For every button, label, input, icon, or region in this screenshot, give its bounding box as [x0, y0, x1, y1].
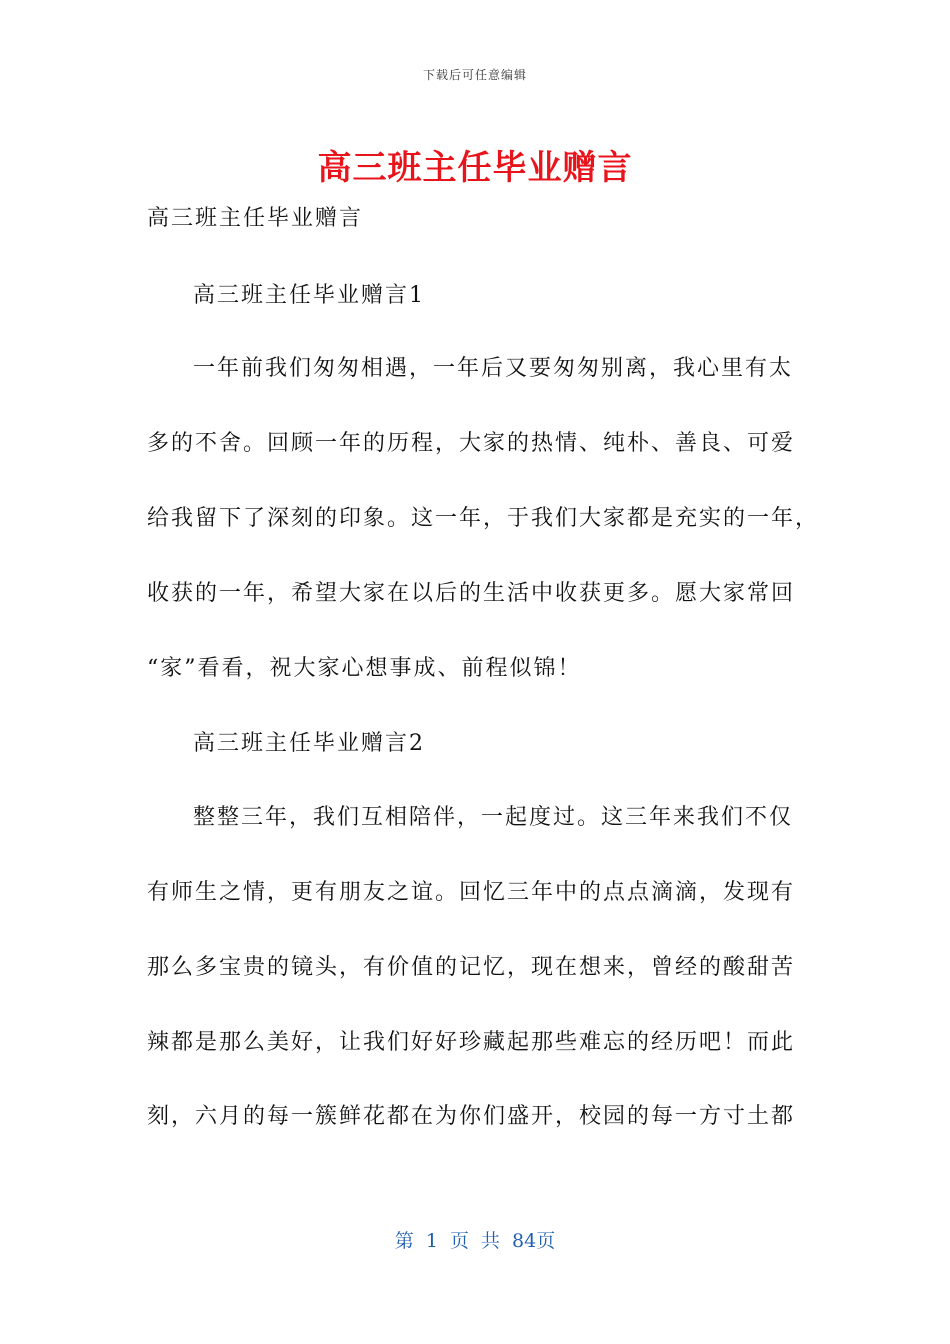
paragraph-line: 那么多宝贵的镜头，有价值的记忆，现在想来，曾经的酸甜苦	[147, 955, 796, 980]
paragraph-line: 有师生之情，更有朋友之谊。回忆三年中的点点滴滴，发现有	[147, 880, 796, 905]
page-footer: 第 1 页 共 84页	[394, 1230, 556, 1252]
section-heading-2: 高三班主任毕业赠言2	[193, 731, 425, 756]
document-title: 高三班主任毕业赠言	[317, 148, 633, 188]
section-heading-1: 高三班主任毕业赠言1	[193, 283, 425, 308]
paragraph-line: 整整三年，我们互相陪伴，一起度过。这三年来我们不仅	[193, 805, 794, 830]
paragraph-line: “家”看看，祝大家心想事成、前程似锦！	[147, 656, 582, 681]
paragraph-line: 给我留下了深刻的印象。这一年，于我们大家都是充实的一年，	[147, 506, 820, 531]
paragraph-line: 多的不舍。回顾一年的历程，大家的热情、纯朴、善良、可爱	[147, 431, 796, 456]
paragraph-line: 一年前我们匆匆相遇，一年后又要匆匆别离，我心里有太	[193, 356, 794, 381]
header-note: 下载后可任意编辑	[422, 68, 527, 82]
paragraph-line: 刻，六月的每一簇鲜花都在为你们盛开，校园的每一方寸土都	[147, 1104, 796, 1129]
paragraph-line: 收获的一年，希望大家在以后的生活中收获更多。愿大家常回	[147, 581, 796, 606]
subtitle-line: 高三班主任毕业赠言	[147, 206, 364, 231]
paragraph-line: 辣都是那么美好，让我们好好珍藏起那些难忘的经历吧！而此	[147, 1030, 796, 1055]
